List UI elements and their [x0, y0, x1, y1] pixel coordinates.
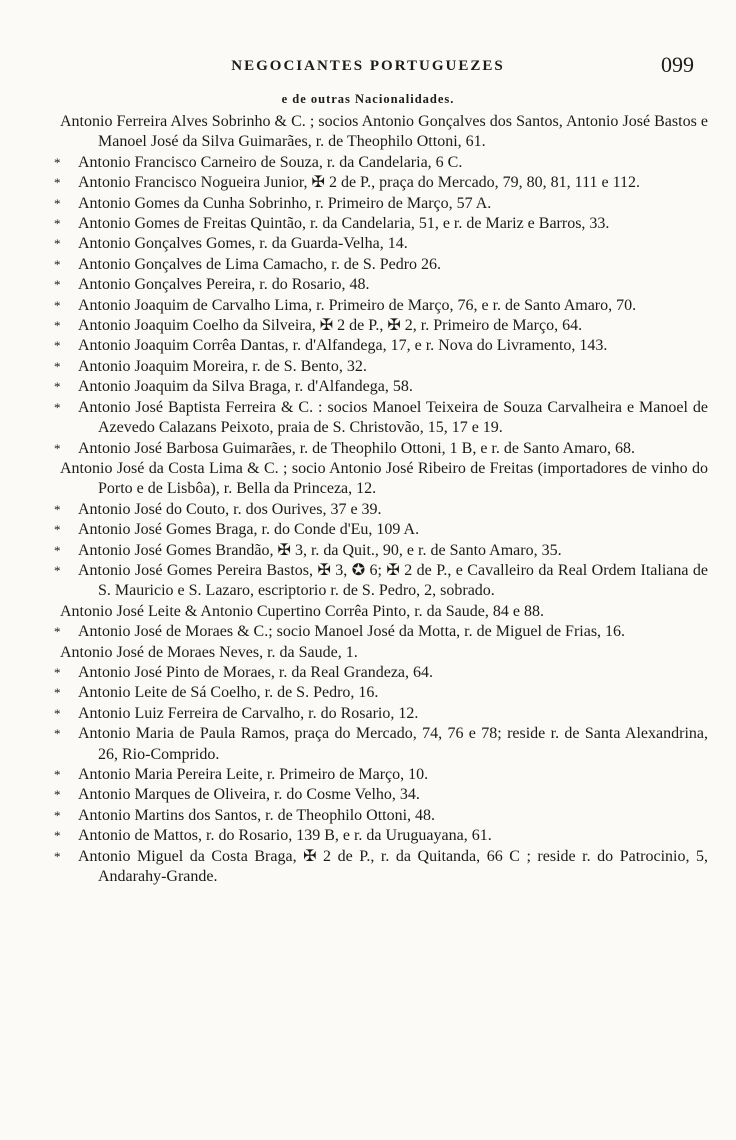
asterisk-marker-icon: * — [54, 379, 61, 395]
entry-text: Antonio Gonçalves de Lima Camacho, r. de S. Pedro 26. — [78, 255, 442, 273]
directory-entry — [54, 724, 708, 765]
directory-entry — [54, 806, 708, 826]
directory-entry — [54, 663, 708, 683]
directory-entry — [60, 112, 708, 153]
asterisk-marker-icon: * — [54, 562, 61, 578]
asterisk-marker-icon: * — [54, 358, 61, 374]
directory-entry — [54, 357, 708, 377]
entry-text: Antonio José de Moraes & C.; socio Manoel José da Motta, r. de Miguel de Frias, 16. — [78, 623, 626, 641]
entry-text: Antonio Joaquim de Carvalho Lima, r. Primeiro de Março, 76, e r. de Santo Amaro, 70. — [78, 296, 637, 314]
directory-entry — [54, 704, 708, 724]
asterisk-marker-icon: * — [54, 664, 61, 680]
asterisk-marker-icon: * — [54, 277, 61, 293]
entry-text: Antonio Joaquim Corrêa Dantas, r. d'Alfandega, 17, e r. Nova do Livramento, 143. — [78, 337, 608, 355]
asterisk-marker-icon: * — [54, 542, 61, 558]
asterisk-marker-icon: * — [54, 501, 61, 517]
entry-text: Antonio Gonçalves Gomes, r. da Guarda-Velha, 14. — [78, 235, 408, 253]
entry-text: Antonio Francisco Nogueira Junior, ✠ 2 de P., praça do Mercado, 79, 80, 81, 111 e 112. — [78, 174, 640, 192]
asterisk-marker-icon: * — [54, 256, 61, 272]
asterisk-marker-icon: * — [54, 522, 61, 538]
directory-entry — [54, 214, 708, 234]
directory-entry — [54, 826, 708, 846]
entry-text: Antonio Joaquim da Silva Braga, r. d'Alfandega, 58. — [78, 378, 413, 396]
directory-entry — [54, 785, 708, 805]
entry-text: Antonio José do Couto, r. dos Ourives, 37 e 39. — [78, 500, 382, 518]
asterisk-marker-icon: * — [54, 787, 61, 803]
entry-text: Antonio Gomes de Freitas Quintão, r. da Candelaria, 51, e r. de Mariz e Barros, 33. — [78, 215, 610, 233]
directory-entry — [54, 316, 708, 336]
directory-entry — [60, 643, 708, 663]
directory-entry — [54, 541, 708, 561]
directory-entry — [54, 561, 708, 602]
entry-text: Antonio Francisco Carneiro de Souza, r. da Candelaria, 6 C. — [78, 153, 463, 171]
asterisk-marker-icon: * — [54, 624, 61, 640]
entry-text: Antonio Maria Pereira Leite, r. Primeiro de Março, 10. — [78, 766, 429, 783]
asterisk-marker-icon: * — [54, 399, 61, 415]
directory-entries — [54, 112, 708, 887]
entry-text: Antonio Luiz Ferreira de Carvalho, r. do Rosario, 12. — [78, 704, 419, 722]
asterisk-marker-icon: * — [54, 848, 61, 864]
directory-entry — [60, 459, 708, 500]
entry-text: Antonio Gonçalves Pereira, r. do Rosario, 48. — [78, 276, 370, 294]
asterisk-marker-icon: * — [54, 175, 61, 191]
directory-entry — [54, 173, 708, 193]
page-number: 099 — [661, 52, 694, 77]
directory-entry — [54, 622, 708, 642]
section-subtitle: e de outras Nacionalidades. — [281, 92, 455, 106]
page-header — [0, 52, 736, 86]
entry-text: Antonio José Baptista Ferreira & C. : socios Manoel Teixeira de Souza Carvalheira e Manoel de Azevedo Calazans Peixoto, praia de S. Christovão, 15, 17 e 19. — [78, 398, 708, 437]
directory-entry — [60, 602, 708, 622]
directory-entry — [54, 296, 708, 316]
entry-text: Antonio José Pinto de Moraes, r. da Real Grandeza, 64. — [78, 663, 434, 681]
entry-text: Antonio José Gomes Pereira Bastos, ✠ 3, ✪ 6; ✠ 2 de P., e Cavalleiro da Real Ordem Italiana de S. Mauricio e S. Lazaro, escriptorio r. de S. Pedro, 2, sobrado. — [78, 561, 708, 600]
asterisk-marker-icon: * — [54, 705, 61, 721]
entry-text: Antonio Gomes da Cunha Sobrinho, r. Primeiro de Março, 57 A. — [78, 194, 492, 212]
entry-text: Antonio José de Moraes Neves, r. da Saude, 1. — [60, 643, 358, 661]
directory-entry — [54, 500, 708, 520]
entry-text: Antonio Leite de Sá Coelho, r. de S. Pedro, 16. — [78, 684, 379, 702]
asterisk-marker-icon: * — [54, 297, 61, 313]
entry-text: Antonio José Gomes Brandão, ✠ 3, r. da Quit., 90, e r. de Santo Amaro, 35. — [78, 541, 562, 559]
asterisk-marker-icon: * — [54, 195, 61, 211]
asterisk-marker-icon: * — [54, 154, 61, 170]
entry-text: Antonio de Mattos, r. do Rosario, 139 B, e r. da Uruguayana, 61. — [78, 827, 492, 845]
directory-entry — [54, 194, 708, 214]
asterisk-marker-icon: * — [54, 828, 61, 844]
asterisk-marker-icon: * — [54, 338, 61, 354]
asterisk-marker-icon: * — [54, 236, 61, 252]
directory-entry — [54, 398, 708, 439]
directory-entry — [54, 765, 708, 785]
directory-entry — [54, 683, 708, 703]
entry-text: Antonio José Leite & Antonio Cupertino Corrêa Pinto, r. da Saude, 84 e 88. — [60, 602, 544, 620]
asterisk-marker-icon: * — [54, 440, 61, 456]
entry-text: Antonio Joaquim Coelho da Silveira, ✠ 2 de P., ✠ 2, r. Primeiro de Março, 64. — [78, 317, 583, 335]
directory-entry — [54, 275, 708, 295]
running-title: NEGOCIANTES PORTUGUEZES — [231, 58, 505, 74]
asterisk-marker-icon: * — [54, 216, 61, 232]
asterisk-marker-icon: * — [54, 767, 61, 782]
asterisk-marker-icon: * — [54, 685, 61, 701]
entry-text: Antonio José da Costa Lima & C. ; socio Antonio José Ribeiro de Freitas (importadores de vinho do Porto e de Lisbôa), r. Bella da Princeza, 12. — [60, 459, 708, 498]
entry-text: Antonio Ferreira Alves Sobrinho & C. ; socios Antonio Gonçalves dos Santos, Antonio José Bastos e Manoel José da Silva Guimarães, r. de Theophilo Ottoni, 61. — [60, 113, 708, 151]
directory-entry — [54, 255, 708, 275]
asterisk-marker-icon: * — [54, 318, 61, 334]
asterisk-marker-icon: * — [54, 807, 61, 823]
directory-entry — [54, 153, 708, 173]
directory-entry — [54, 377, 708, 397]
entry-text: Antonio Marques de Oliveira, r. do Cosme Velho, 34. — [78, 786, 420, 804]
entry-text: Antonio José Gomes Braga, r. do Conde d'Eu, 109 A. — [78, 521, 420, 539]
entry-text: Antonio José Barbosa Guimarães, r. de Theophilo Ottoni, 1 B, e r. de Santo Amaro, 68. — [78, 439, 635, 457]
directory-entry — [54, 336, 708, 356]
directory-entry — [54, 234, 708, 254]
asterisk-marker-icon: * — [54, 726, 61, 742]
entry-text: Antonio Joaquim Moreira, r. de S. Bento, 32. — [78, 357, 367, 375]
directory-entry — [54, 847, 708, 888]
directory-entry — [54, 520, 708, 540]
entry-text: Antonio Maria de Paula Ramos, praça do Mercado, 74, 76 e 78; reside r. de Santa Alexandrina, 26, Rio-Comprido. — [78, 725, 708, 763]
directory-entry — [54, 439, 708, 459]
entry-text: Antonio Martins dos Santos, r. de Theophilo Ottoni, 48. — [78, 806, 436, 824]
entry-text: Antonio Miguel da Costa Braga, ✠ 2 de P., r. da Quitanda, 66 C ; reside r. do Patrocinio, 5, Andarahy-Grande. — [78, 847, 708, 886]
